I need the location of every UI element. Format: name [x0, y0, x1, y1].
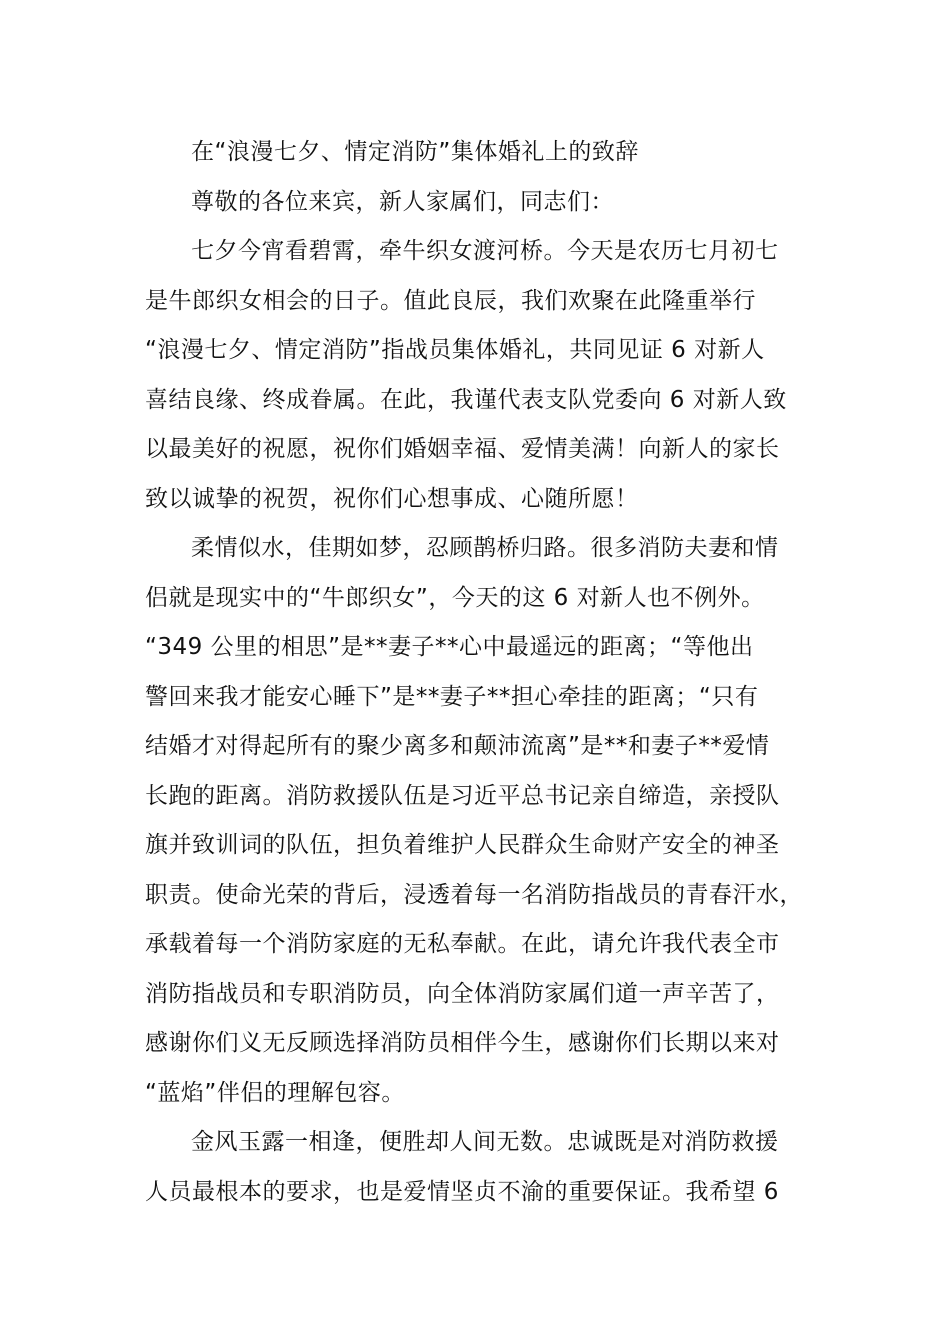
paragraph-line: 柔情似水，佳期如梦，忍顾鹊桥归路。很多消防夫妻和情: [191, 535, 779, 561]
paragraph-line: 以最美好的祝愿，祝你们婚姻幸福、爱情美满！向新人的家长: [145, 436, 780, 462]
paragraph-line: 人员最根本的要求，也是爱情坚贞不渝的重要保证。我希望 6: [145, 1178, 779, 1205]
speech-text: [145, 128, 835, 1217]
paragraph-line: 旗并致训词的队伍，担负着维护人民群众生命财产安全的神圣: [145, 832, 780, 858]
paragraph-line: 职责。使命光荣的背后，浸透着每一名消防指战员的青春汗水，: [145, 881, 803, 908]
paragraph-1: [145, 227, 835, 524]
paragraph-2: [145, 524, 835, 1118]
speech-title: 在“浪漫七夕、情定消防”集体婚礼上的致辞: [191, 139, 639, 165]
paragraph-line: 承载着每一个消防家庭的无私奉献。在此，请允许我代表全市: [145, 931, 780, 957]
paragraph-line: 长跑的距离。消防救援队伍是习近平总书记亲自缔造，亲授队: [145, 782, 780, 809]
paragraph-line: 感谢你们义无反顾选择消防员相伴今生，感谢你们长期以来对: [145, 1030, 780, 1056]
paragraph-line: 致以诚挚的祝贺，祝你们心想事成、心随所愿！: [145, 485, 639, 512]
paragraph-line: 喜结良缘、终成眷属。在此，我谨代表支队党委向 6 对新人致: [145, 386, 787, 413]
paragraph-line: 七夕今宵看碧霄，牵牛织女渡河桥。今天是农历七月初七: [191, 238, 779, 264]
paragraph-line: 消防指战员和专职消防员，向全体消防家属们道一声辛苦了，: [145, 980, 780, 1007]
salutation: 尊敬的各位来宾，新人家属们，同志们：: [191, 188, 614, 215]
paragraph-line: 结婚才对得起所有的聚少离多和颠沛流离”是**和妻子**爱情: [145, 733, 770, 759]
paragraph-line: 侣就是现实中的“牛郎织女”，今天的这 6 对新人也不例外。: [145, 584, 765, 611]
paragraph-line: “349 公里的相思”是**妻子**心中最遥远的距离；“等他出: [145, 634, 754, 660]
paragraph-3: [145, 1118, 835, 1217]
paragraph-line: 是牛郎织女相会的日子。值此良辰，我们欢聚在此隆重举行: [145, 287, 756, 314]
paragraph-line: “蓝焰”伴侣的理解包容。: [145, 1079, 405, 1106]
paragraph-line: 金风玉露一相逢，便胜却人间无数。忠诚既是对消防救援: [191, 1129, 779, 1155]
paragraph-line: “浪漫七夕、情定消防”指战员集体婚礼，共同见证 6 对新人: [145, 337, 765, 363]
paragraph-line: 警回来我才能安心睡下”是**妻子**担心牵挂的距离；“只有: [145, 683, 759, 710]
